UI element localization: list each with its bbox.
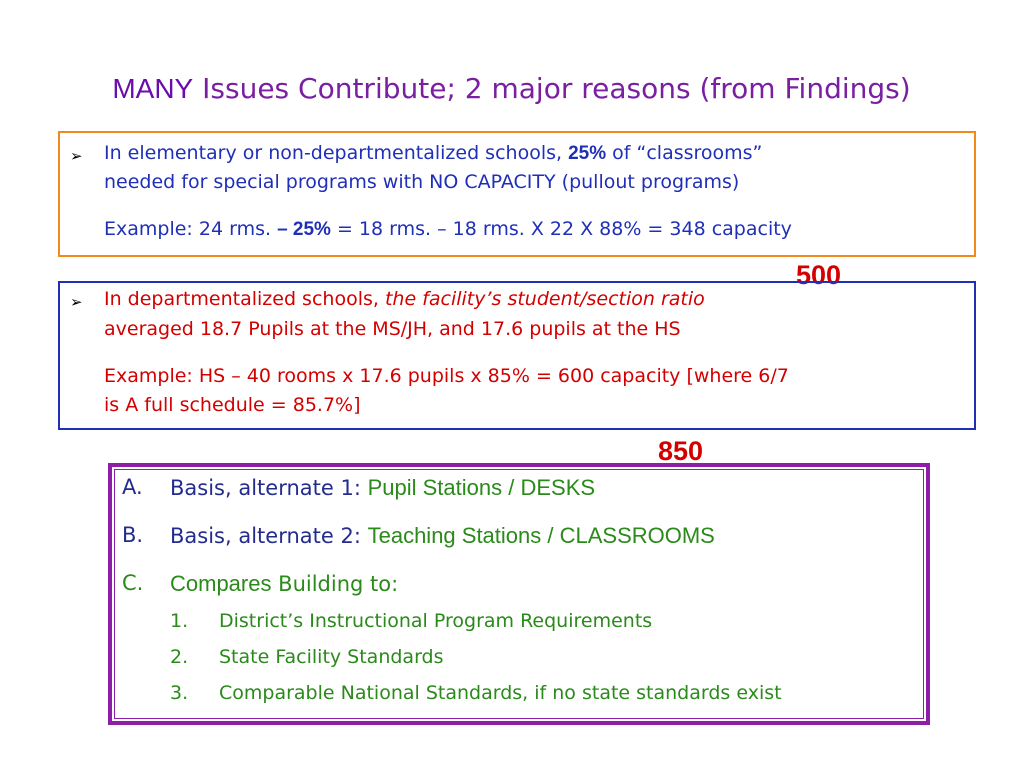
box2-example-line1: Example: HS – 40 rooms x 17.6 pupils x 85% = 600 capacity [where 6/7 [104, 365, 789, 387]
box2-italic: the facility’s student/section ratio [384, 288, 705, 310]
arrow-bullet-icon: ➢ [70, 147, 83, 165]
list-letter-c: C. [122, 571, 144, 595]
capacity-stamp-850: 850 [658, 436, 704, 466]
list-item-c-highlight: Compares [170, 571, 272, 596]
capacity-stamp-500: 500 [796, 260, 842, 290]
list-item-b: Basis, alternate 2: Teaching Stations / CLASSROOMS [170, 523, 715, 548]
list-letter-a: A. [122, 475, 143, 499]
box1-example: Example: 24 rms. – 25% = 18 rms. – 18 rms. X 22 X 88% = 348 capacity [104, 218, 792, 240]
list-item-a: Basis, alternate 1: Pupil Stations / DESKS [170, 475, 596, 500]
title-emphasis: MANY [112, 73, 194, 104]
list-item-c: Compares Building to: [170, 571, 399, 596]
sub-num-1: 1. [170, 610, 189, 632]
box2-example-line2: is A full schedule = 85.7%] [104, 394, 361, 416]
list-letter-b: B. [122, 523, 144, 547]
sub-item-1: District’s Instructional Program Requirements [219, 610, 653, 632]
sub-num-3: 3. [170, 682, 189, 704]
arrow-bullet-icon: ➢ [70, 293, 83, 311]
box1-line1: In elementary or non-departmentalized schools, 25% of “classrooms” [104, 142, 763, 164]
sub-item-2: State Facility Standards [219, 646, 444, 668]
box1-line2: needed for special programs with NO CAPACITY (pullout programs) [104, 171, 740, 193]
box1-example-percent: – 25% [277, 219, 331, 240]
list-item-a-highlight: Pupil Stations / DESKS [367, 475, 596, 500]
sub-num-2: 2. [170, 646, 189, 668]
box2-line1: In departmentalized schools, the facility’s student/section ratio [104, 288, 705, 310]
box1-percent: 25% [568, 143, 607, 164]
title-rest: Issues Contribute; 2 major reasons (from Findings) [193, 72, 911, 105]
slide-title [0, 72, 1023, 105]
sub-item-3: Comparable National Standards, if no state standards exist [219, 682, 782, 704]
box2-line2: averaged 18.7 Pupils at the MS/JH, and 17.6 pupils at the HS [104, 318, 681, 340]
list-item-b-highlight: Teaching Stations / CLASSROOMS [367, 523, 715, 548]
